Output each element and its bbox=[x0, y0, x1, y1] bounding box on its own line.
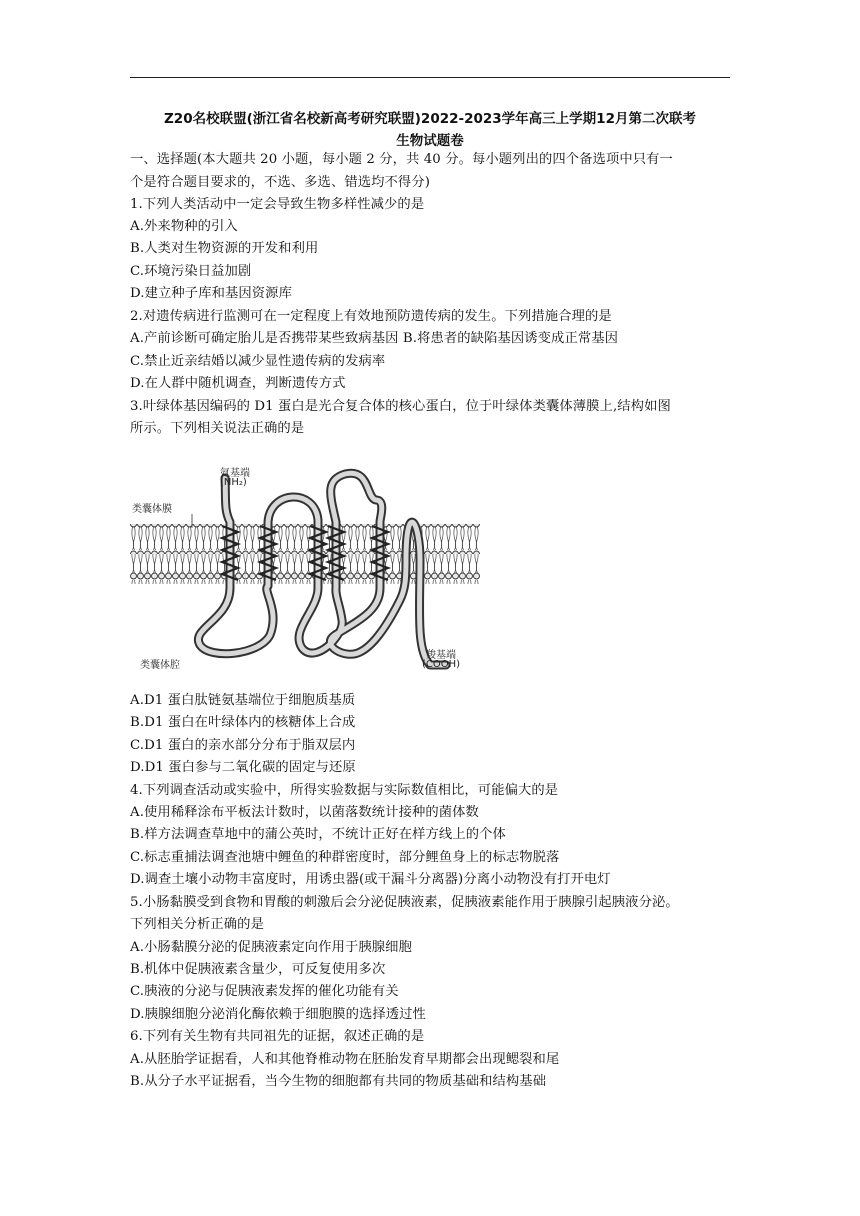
q2-option-c: C.禁止近亲结婚以减少显性遗传病的发病率 bbox=[130, 354, 386, 369]
q5-stem-line1: 5.小肠黏膜受到食物和胃酸的刺激后会分泌促胰液素，促胰液素能作用于胰腺引起胰液分泌。 bbox=[130, 895, 679, 910]
q2-option-ab: A.产前诊断可确定胎儿是否携带某些致病基因 B.将患者的缺陷基因诱变成正常基因 bbox=[130, 331, 619, 346]
q2-stem: 2.对遗传病进行监测可在一定程度上有效地预防遗传病的发生。下列措施合理的是 bbox=[130, 309, 612, 324]
q5-stem-line2: 下列相关分析正确的是 bbox=[130, 917, 264, 932]
q1-option-d: D.建立种子库和基因资源库 bbox=[130, 286, 292, 301]
q3-stem-line2: 所示。下列相关说法正确的是 bbox=[130, 421, 305, 436]
q4-option-d: D.调查土壤小动物丰富度时，用诱虫器(或干漏斗分离器)分离小动物没有打开电灯 bbox=[130, 872, 611, 887]
q4-option-c: C.标志重捕法调查池塘中鲤鱼的种群密度时，部分鲤鱼身上的标志物脱落 bbox=[130, 850, 560, 865]
q5-option-a: A.小肠黏膜分泌的促胰液素定向作用于胰腺细胞 bbox=[130, 940, 412, 955]
label-carboxyl-formula: (COOH) bbox=[422, 659, 461, 670]
q6-option-b: B.从分子水平证据看，当今生物的细胞都有共同的物质基础和结构基础 bbox=[130, 1074, 547, 1089]
q5-option-c: C.胰液的分泌与促胰液素发挥的催化功能有关 bbox=[130, 984, 399, 999]
q4-stem: 4.下列调查活动或实验中，所得实验数据与实际数值相比，可能偏大的是 bbox=[130, 783, 559, 798]
q2-option-d: D.在人群中随机调查，判断遗传方式 bbox=[130, 376, 346, 391]
q3-option-a: A.D1 蛋白肽链氨基端位于细胞质基质 bbox=[130, 693, 356, 708]
label-thylakoid-lumen: 类囊体腔 bbox=[140, 660, 180, 671]
q4-option-b: B.样方法调查草地中的蒲公英时，不统计正好在样方线上的个体 bbox=[130, 827, 506, 842]
q1-option-b: B.人类对生物资源的开发和利用 bbox=[130, 241, 319, 256]
section-intro-line2: 个是符合题目要求的，不选、多选、错选均不得分) bbox=[130, 175, 431, 190]
lipid-layer-top bbox=[130, 524, 480, 554]
exam-subtitle: 生物试题卷 bbox=[396, 133, 464, 149]
lipid-layer-bottom bbox=[130, 554, 480, 584]
label-thylakoid-membrane: 类囊体膜 bbox=[132, 504, 172, 515]
q5-option-b: B.机体中促胰液素含量少，可反复使用多次 bbox=[130, 962, 386, 977]
q1-option-c: C.环境污染日益加剧 bbox=[130, 264, 252, 279]
q1-option-a: A.外来物种的引入 bbox=[130, 219, 238, 234]
q6-option-a: A.从胚胎学证据看，人和其他脊椎动物在胚胎发育早期都会出现鳃裂和尾 bbox=[130, 1052, 560, 1067]
label-amino-terminus: 氨基端 bbox=[220, 468, 250, 479]
q1-stem: 1.下列人类活动中一定会导致生物多样性减少的是 bbox=[130, 197, 425, 212]
q6-stem: 6.下列有关生物有共同祖先的证据，叙述正确的是 bbox=[130, 1029, 425, 1044]
q3-option-d: D.D1 蛋白参与二氧化碳的固定与还原 bbox=[130, 760, 356, 775]
header-rule bbox=[130, 77, 730, 78]
label-carboxyl-terminus: 羧基端 bbox=[426, 650, 456, 661]
exam-title: Z20名校联盟(浙江省名校新高考研究联盟)2022-2023学年高三上学期12月第二次联考 bbox=[164, 111, 696, 127]
q4-option-a: A.使用稀释涂布平板法计数时，以菌落数统计接种的菌体数 bbox=[130, 805, 479, 820]
q5-option-d: D.胰腺细胞分泌消化酶依赖于细胞膜的选择透过性 bbox=[130, 1007, 426, 1022]
d1-protein-membrane-figure bbox=[130, 460, 480, 680]
q3-option-b: B.D1 蛋白在叶绿体内的核糖体上合成 bbox=[130, 715, 356, 730]
section-intro-line1: 一、选择题(本大题共 20 小题，每小题 2 分，共 40 分。每小题列出的四个备选项中只有一 bbox=[130, 152, 673, 167]
q3-stem-line1: 3.叶绿体基因编码的 D1 蛋白是光合复合体的核心蛋白，位于叶绿体类囊体薄膜上,结构如图 bbox=[130, 399, 671, 414]
label-amino-formula: (NH₂) bbox=[220, 477, 247, 488]
q3-option-c: C.D1 蛋白的亲水部分分布于脂双层内 bbox=[130, 738, 356, 753]
